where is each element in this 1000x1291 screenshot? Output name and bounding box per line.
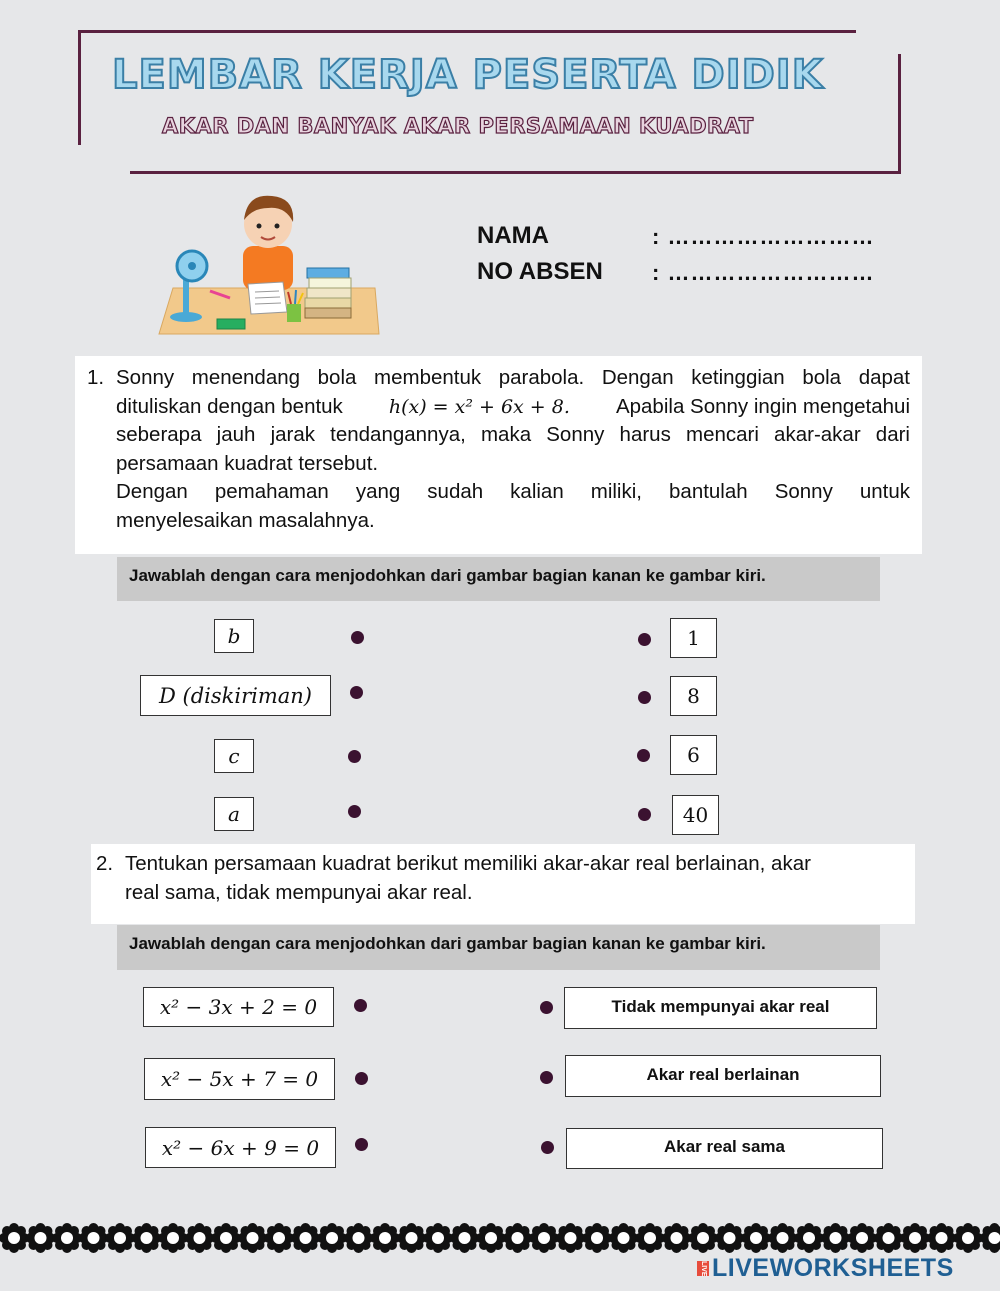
match-1-right-40 bbox=[672, 795, 719, 835]
flower-ornament bbox=[556, 1223, 586, 1253]
question-1-line-4: persamaan kuadrat tersebut. bbox=[116, 451, 379, 475]
match-1-left-c-label: c bbox=[228, 744, 240, 768]
flower-ornament bbox=[291, 1223, 321, 1253]
liveworksheets-logo-icon bbox=[697, 1261, 709, 1277]
flower-ornament bbox=[344, 1223, 374, 1253]
match-1-left-dot-1[interactable] bbox=[351, 631, 364, 644]
question-1-line-6: menyelesaikan masalahnya. bbox=[116, 508, 375, 532]
instruction-2-text: Jawablah dengan cara menjodohkan dari gambar bagian kanan ke gambar kiri. bbox=[129, 934, 766, 953]
match-2-left-equation-2 bbox=[144, 1058, 335, 1100]
flower-ornament bbox=[52, 1223, 82, 1253]
flower-ornament bbox=[927, 1223, 957, 1253]
flower-ornament bbox=[476, 1223, 506, 1253]
match-2-right-answer-3-label: Akar real sama bbox=[664, 1137, 785, 1156]
question-2-number: 2. bbox=[96, 852, 114, 875]
match-1-right-40-label: 40 bbox=[682, 803, 709, 827]
match-2-right-answer-3 bbox=[566, 1128, 883, 1169]
flower-ornament bbox=[874, 1223, 904, 1253]
worksheet-title: LEMBAR KERJA PESERTA DIDIK bbox=[112, 52, 824, 98]
flower-ornament bbox=[768, 1223, 798, 1253]
match-1-left-discriminant-label: D (diskiriman) bbox=[159, 683, 312, 708]
question-1-line-2 bbox=[116, 393, 910, 422]
flower-ornament bbox=[264, 1223, 294, 1253]
flower-ornament bbox=[238, 1223, 268, 1253]
header-frame-top bbox=[78, 30, 856, 33]
header-frame-right bbox=[898, 54, 901, 174]
flower-ornament bbox=[529, 1223, 559, 1253]
flower-ornament bbox=[132, 1223, 162, 1253]
flower-ornament bbox=[847, 1223, 877, 1253]
flower-ornament bbox=[582, 1223, 612, 1253]
flower-ornament bbox=[0, 1223, 29, 1253]
match-1-left-a-label: a bbox=[228, 802, 240, 826]
student-studying-illustration bbox=[155, 188, 385, 338]
flower-ornament bbox=[26, 1223, 56, 1253]
question-2-text bbox=[125, 850, 905, 907]
flower-ornament bbox=[185, 1223, 215, 1253]
absen-input-dots[interactable]: : ……………………… bbox=[652, 260, 875, 285]
question-1-line-5: Dengan pemahaman yang sudah kalian miliki, bantulah Sonny untuk bbox=[116, 480, 910, 503]
match-2-left-equation-1 bbox=[143, 987, 334, 1027]
match-1-left-c bbox=[214, 739, 254, 773]
flower-ornament bbox=[741, 1223, 771, 1253]
match-1-right-dot-1[interactable] bbox=[638, 633, 651, 646]
match-1-right-dot-4[interactable] bbox=[638, 808, 651, 821]
flower-ornament bbox=[105, 1223, 135, 1253]
question-1-formula: h(x) = x² + 6x + 8. bbox=[388, 395, 570, 418]
worksheet-subtitle: AKAR DAN BANYAK AKAR PERSAMAAN KUADRAT bbox=[162, 114, 754, 138]
liveworksheets-text: LIVEWORKSHEETS bbox=[712, 1254, 954, 1282]
match-1-left-dot-2[interactable] bbox=[350, 686, 363, 699]
flower-ornament bbox=[688, 1223, 718, 1253]
match-1-left-discriminant bbox=[140, 675, 331, 716]
match-1-left-a bbox=[214, 797, 254, 831]
match-1-right-dot-3[interactable] bbox=[637, 749, 650, 762]
match-2-right-answer-1-label: Tidak mempunyai akar real bbox=[611, 997, 830, 1016]
match-1-left-b-label: b bbox=[227, 624, 241, 648]
match-2-left-dot-1[interactable] bbox=[354, 999, 367, 1012]
question-1-text bbox=[116, 364, 910, 535]
flower-ornament bbox=[450, 1223, 480, 1253]
flower-ornament bbox=[397, 1223, 427, 1253]
match-2-left-dot-3[interactable] bbox=[355, 1138, 368, 1151]
match-1-right-6-label: 6 bbox=[687, 743, 700, 767]
match-1-right-6 bbox=[670, 735, 717, 775]
flower-ornament bbox=[900, 1223, 930, 1253]
match-2-right-answer-2 bbox=[565, 1055, 881, 1097]
match-2-left-dot-2[interactable] bbox=[355, 1072, 368, 1085]
flower-ornament bbox=[794, 1223, 824, 1253]
name-input-dots[interactable]: : ……………………… bbox=[652, 224, 875, 249]
flower-ornament bbox=[503, 1223, 533, 1253]
match-1-left-b bbox=[214, 619, 254, 653]
match-2-right-dot-3[interactable] bbox=[541, 1141, 554, 1154]
flower-ornament bbox=[980, 1223, 1000, 1253]
flower-ornament bbox=[370, 1223, 400, 1253]
question-2-line-1: Tentukan persamaan kuadrat berikut memiliki akar-akar real berlainan, akar bbox=[125, 852, 811, 875]
header-frame-bottom bbox=[130, 171, 901, 174]
match-1-right-8 bbox=[670, 676, 717, 716]
flower-ornament bbox=[662, 1223, 692, 1253]
flower-ornament bbox=[158, 1223, 188, 1253]
match-2-right-dot-2[interactable] bbox=[540, 1071, 553, 1084]
flower-ornament bbox=[79, 1223, 109, 1253]
question-2-line-2: real sama, tidak mempunyai akar real. bbox=[125, 880, 473, 904]
match-2-left-equation-1-label: x² − 3x + 2 = 0 bbox=[159, 995, 318, 1019]
instruction-1-text: Jawablah dengan cara menjodohkan dari gambar bagian kanan ke gambar kiri. bbox=[129, 566, 766, 585]
flower-ornament bbox=[635, 1223, 665, 1253]
match-1-right-1-label: 1 bbox=[687, 626, 700, 650]
question-1-line-1: Sonny menendang bola membentuk parabola. Dengan ketinggian bola dapat bbox=[116, 366, 910, 389]
flower-ornament bbox=[715, 1223, 745, 1253]
match-1-right-8-label: 8 bbox=[687, 684, 700, 708]
flower-ornament bbox=[423, 1223, 453, 1253]
flower-ornament bbox=[953, 1223, 983, 1253]
question-1-line-2-post: Apabila Sonny ingin mengetahui bbox=[615, 394, 910, 418]
match-2-right-dot-1[interactable] bbox=[540, 1001, 553, 1014]
match-2-left-equation-3-label: x² − 6x + 9 = 0 bbox=[161, 1135, 320, 1160]
flower-ornament bbox=[821, 1223, 851, 1253]
question-1-number: 1. bbox=[87, 366, 105, 389]
match-1-left-dot-4[interactable] bbox=[348, 805, 361, 818]
absen-label: NO ABSEN bbox=[477, 258, 603, 285]
flower-ornament bbox=[609, 1223, 639, 1253]
match-2-right-answer-1 bbox=[564, 987, 877, 1029]
question-1-line-3: seberapa jauh jarak tendangannya, maka Sonny harus mencari akar-akar dari bbox=[116, 423, 910, 446]
flower-border-decoration bbox=[0, 1218, 1000, 1258]
liveworksheets-brand bbox=[697, 1254, 954, 1283]
match-1-right-1 bbox=[670, 618, 717, 658]
flower-ornament bbox=[317, 1223, 347, 1253]
match-2-left-equation-3 bbox=[145, 1127, 336, 1168]
flower-ornament bbox=[211, 1223, 241, 1253]
question-1-line-2-pre: dituliskan dengan bentuk bbox=[116, 394, 343, 418]
match-1-left-dot-3[interactable] bbox=[348, 750, 361, 763]
match-2-left-equation-2-label: x² − 5x + 7 = 0 bbox=[160, 1067, 319, 1091]
match-2-right-answer-2-label: Akar real berlainan bbox=[646, 1065, 800, 1084]
header-frame-left bbox=[78, 30, 81, 145]
name-label: NAMA bbox=[477, 222, 549, 249]
liveworksheets-logo-letters: LIVE bbox=[697, 1261, 709, 1277]
match-1-right-dot-2[interactable] bbox=[638, 691, 651, 704]
